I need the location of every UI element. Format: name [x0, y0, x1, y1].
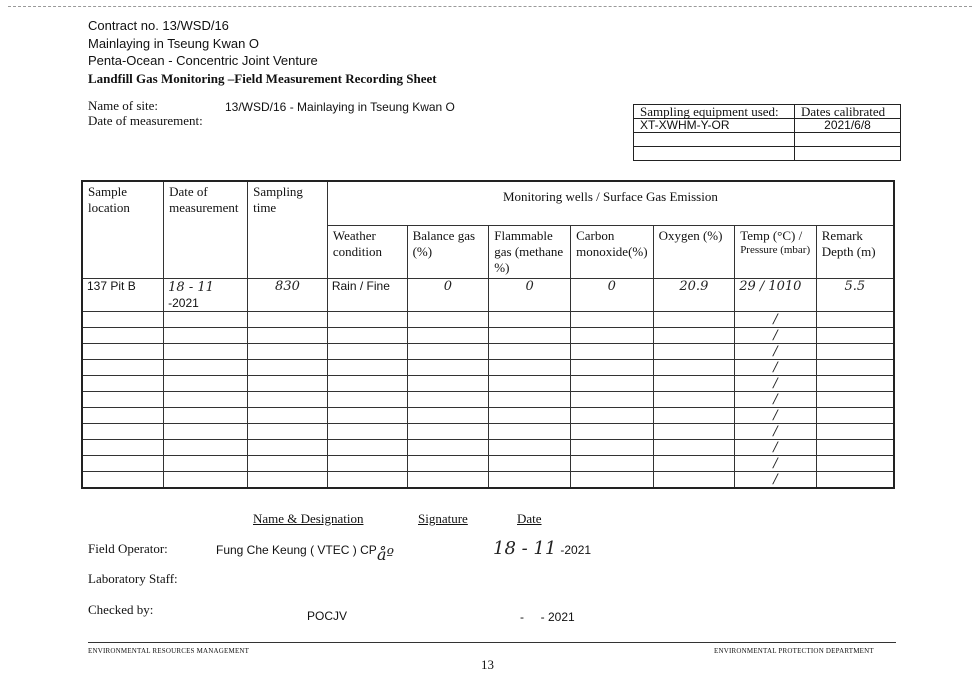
cell-balance — [407, 344, 489, 360]
cell-oxygen — [653, 344, 735, 360]
checked-by-date: - - 2021 — [520, 610, 575, 624]
cell-balance — [407, 376, 489, 392]
cell-location — [82, 392, 164, 408]
cell-weather — [327, 472, 407, 489]
cell-carbon-monoxide: 0 — [571, 279, 653, 312]
cell-balance — [407, 312, 489, 328]
cell-carbon-monoxide — [571, 360, 653, 376]
cell-location: 137 Pit B — [82, 279, 164, 312]
cell-time — [248, 344, 328, 360]
field-operator-label: Field Operator: — [88, 541, 168, 556]
cell-remark — [816, 424, 894, 440]
cell-flammable — [489, 456, 571, 472]
col-weather: Weather condition — [327, 226, 407, 279]
field-operator-signature: åº — [377, 545, 407, 564]
cell-date — [164, 360, 248, 376]
contract-title: Mainlaying in Tseung Kwan O — [88, 36, 260, 51]
cell-date — [164, 472, 248, 489]
col-sampling-time: Sampling time — [248, 181, 328, 279]
cell-flammable — [489, 408, 571, 424]
cell-flammable: 0 — [489, 279, 571, 312]
table-row — [82, 392, 894, 408]
cell-weather — [327, 392, 407, 408]
cell-weather — [327, 440, 407, 456]
temp-label: Temp (°C) / — [740, 228, 803, 243]
cell-time — [248, 408, 328, 424]
cell-carbon-monoxide — [571, 392, 653, 408]
table-row — [82, 472, 894, 489]
cell-weather — [327, 424, 407, 440]
cell-time — [248, 312, 328, 328]
cell-temp-pressure: 29 / 1010 — [735, 279, 817, 312]
measurement-date-label: Date of measurement: — [88, 113, 203, 128]
cell-flammable — [489, 392, 571, 408]
cell-oxygen — [653, 392, 735, 408]
cell-carbon-monoxide — [571, 328, 653, 344]
col-remark-depth: Remark Depth (m) — [816, 226, 894, 279]
date-header: Date — [517, 511, 542, 526]
cell-carbon-monoxide — [571, 472, 653, 489]
table-row — [82, 279, 894, 312]
cell-date — [164, 312, 248, 328]
cell-location — [82, 424, 164, 440]
cell-carbon-monoxide — [571, 424, 653, 440]
checked-by-label: Checked by: — [88, 602, 154, 617]
cell-location — [82, 360, 164, 376]
cell-remark — [816, 376, 894, 392]
calibration-cell — [795, 147, 901, 161]
cell-date — [164, 408, 248, 424]
cell-flammable — [489, 328, 571, 344]
measurement-table — [81, 180, 895, 489]
cell-temp-pressure: / — [735, 392, 817, 408]
cell-temp-pressure: / — [735, 456, 817, 472]
cell-oxygen — [653, 424, 735, 440]
site-name-value: 13/WSD/16 - Mainlaying in Tseung Kwan O — [225, 100, 455, 114]
cell-time — [248, 328, 328, 344]
cell-temp-pressure: / — [735, 408, 817, 424]
cell-location — [82, 408, 164, 424]
col-balance-gas: Balance gas (%) — [407, 226, 489, 279]
cell-weather — [327, 344, 407, 360]
cell-flammable — [489, 440, 571, 456]
calibration-header: Dates calibrated — [795, 105, 901, 119]
cell-oxygen — [653, 456, 735, 472]
cell-remark: 5.5 — [816, 279, 894, 312]
cell-carbon-monoxide — [571, 376, 653, 392]
cell-balance — [407, 328, 489, 344]
cell-remark — [816, 360, 894, 376]
table-row — [82, 360, 894, 376]
cell-location — [82, 376, 164, 392]
table-row — [82, 376, 894, 392]
contractor-name: Penta-Ocean - Concentric Joint Venture — [88, 53, 318, 68]
footer-right: ENVIRONMENTAL PROTECTION DEPARTMENT — [714, 647, 874, 655]
cell-remark — [816, 472, 894, 489]
cell-date — [164, 328, 248, 344]
cell-flammable — [489, 472, 571, 489]
cell-temp-pressure: / — [735, 344, 817, 360]
cell-temp-pressure: / — [735, 472, 817, 489]
contract-number: Contract no. 13/WSD/16 — [88, 18, 229, 33]
cell-weather — [327, 328, 407, 344]
cell-flammable — [489, 312, 571, 328]
cell-location — [82, 456, 164, 472]
cell-location — [82, 328, 164, 344]
cell-time — [248, 376, 328, 392]
cell-location — [82, 344, 164, 360]
cell-weather: Rain / Fine — [327, 279, 407, 312]
cell-flammable — [489, 360, 571, 376]
cell-weather — [327, 360, 407, 376]
table-row — [82, 440, 894, 456]
col-sample-location: Sample location — [82, 181, 164, 279]
equipment-table — [633, 104, 901, 161]
cell-temp-pressure: / — [735, 376, 817, 392]
calibration-cell — [795, 133, 901, 147]
cell-weather — [327, 376, 407, 392]
cell-remark — [816, 328, 894, 344]
field-operator-name: Fung Che Keung ( VTEC ) CP — [216, 543, 377, 557]
handwritten-date: 18 - 11 — [168, 280, 214, 295]
cell-time — [248, 472, 328, 489]
cell-date — [164, 392, 248, 408]
table-row — [82, 456, 894, 472]
cell-remark — [816, 344, 894, 360]
cell-carbon-monoxide — [571, 344, 653, 360]
cell-balance — [407, 456, 489, 472]
col-flammable-gas: Flammable gas (methane %) — [489, 226, 571, 279]
equipment-cell — [634, 133, 795, 147]
table-row — [82, 312, 894, 328]
cell-carbon-monoxide — [571, 440, 653, 456]
table-row — [82, 344, 894, 360]
cell-location — [82, 440, 164, 456]
cell-location — [82, 472, 164, 489]
cell-remark — [816, 392, 894, 408]
lab-staff-label: Laboratory Staff: — [88, 571, 178, 586]
printed-year: -2021 — [168, 296, 199, 310]
cell-time — [248, 440, 328, 456]
equipment-header: Sampling equipment used: — [634, 105, 795, 119]
cell-balance — [407, 408, 489, 424]
handwritten-date: 18 - 11 — [493, 538, 557, 559]
cell-carbon-monoxide — [571, 408, 653, 424]
cell-balance — [407, 360, 489, 376]
cell-time — [248, 424, 328, 440]
cell-temp-pressure: / — [735, 440, 817, 456]
checked-by-name: POCJV — [307, 609, 348, 623]
cell-balance — [407, 440, 489, 456]
col-temp-pressure — [735, 226, 817, 279]
cell-oxygen: 20.9 — [653, 279, 735, 312]
pressure-label: Pressure (mbar) — [740, 244, 811, 256]
footer-left: ENVIRONMENTAL RESOURCES MANAGEMENT — [88, 647, 250, 655]
cell-time: 830 — [248, 279, 328, 312]
cell-remark — [816, 312, 894, 328]
cell-remark — [816, 440, 894, 456]
cell-date — [164, 440, 248, 456]
cell-flammable — [489, 376, 571, 392]
table-row — [82, 408, 894, 424]
equipment-cell — [634, 147, 795, 161]
cell-balance — [407, 392, 489, 408]
table-row — [82, 424, 894, 440]
col-group-monitoring-wells: Monitoring wells / Surface Gas Emission — [327, 181, 894, 226]
cell-oxygen — [653, 328, 735, 344]
cell-weather — [327, 456, 407, 472]
cell-date — [164, 456, 248, 472]
cell-time — [248, 360, 328, 376]
cell-oxygen — [653, 408, 735, 424]
cell-remark — [816, 408, 894, 424]
cell-time — [248, 392, 328, 408]
signature-header: Signature — [418, 511, 468, 526]
cell-carbon-monoxide — [571, 312, 653, 328]
cell-weather — [327, 408, 407, 424]
cell-date — [164, 424, 248, 440]
cell-date — [164, 376, 248, 392]
cell-oxygen — [653, 440, 735, 456]
field-operator-date — [493, 538, 591, 559]
cell-weather — [327, 312, 407, 328]
printed-year: -2021 — [560, 543, 592, 557]
col-oxygen: Oxygen (%) — [653, 226, 735, 279]
cell-balance — [407, 472, 489, 489]
scan-edge — [8, 6, 972, 7]
cell-remark — [816, 456, 894, 472]
name-designation-header: Name & Designation — [253, 511, 364, 526]
cell-temp-pressure: / — [735, 360, 817, 376]
cell-carbon-monoxide — [571, 456, 653, 472]
equipment-cell: XT-XWHM-Y-OR — [634, 119, 795, 133]
cell-location — [82, 312, 164, 328]
cell-date — [164, 279, 248, 312]
site-name-label: Name of site: — [88, 98, 159, 113]
calibration-cell: 2021/6/8 — [795, 119, 901, 133]
cell-time — [248, 456, 328, 472]
footer-divider — [88, 642, 896, 643]
cell-oxygen — [653, 376, 735, 392]
cell-balance: 0 — [407, 279, 489, 312]
page-number: 13 — [481, 657, 494, 672]
cell-temp-pressure: / — [735, 312, 817, 328]
cell-oxygen — [653, 360, 735, 376]
col-carbon-monoxide: Carbon monoxide(%) — [571, 226, 653, 279]
table-row — [82, 328, 894, 344]
col-date-of-measurement: Date of measurement — [164, 181, 248, 279]
cell-oxygen — [653, 312, 735, 328]
cell-flammable — [489, 424, 571, 440]
cell-date — [164, 344, 248, 360]
cell-flammable — [489, 344, 571, 360]
cell-balance — [407, 424, 489, 440]
cell-oxygen — [653, 472, 735, 489]
cell-temp-pressure: / — [735, 328, 817, 344]
sheet-title: Landfill Gas Monitoring –Field Measurement Recording Sheet — [88, 71, 437, 86]
cell-temp-pressure: / — [735, 424, 817, 440]
